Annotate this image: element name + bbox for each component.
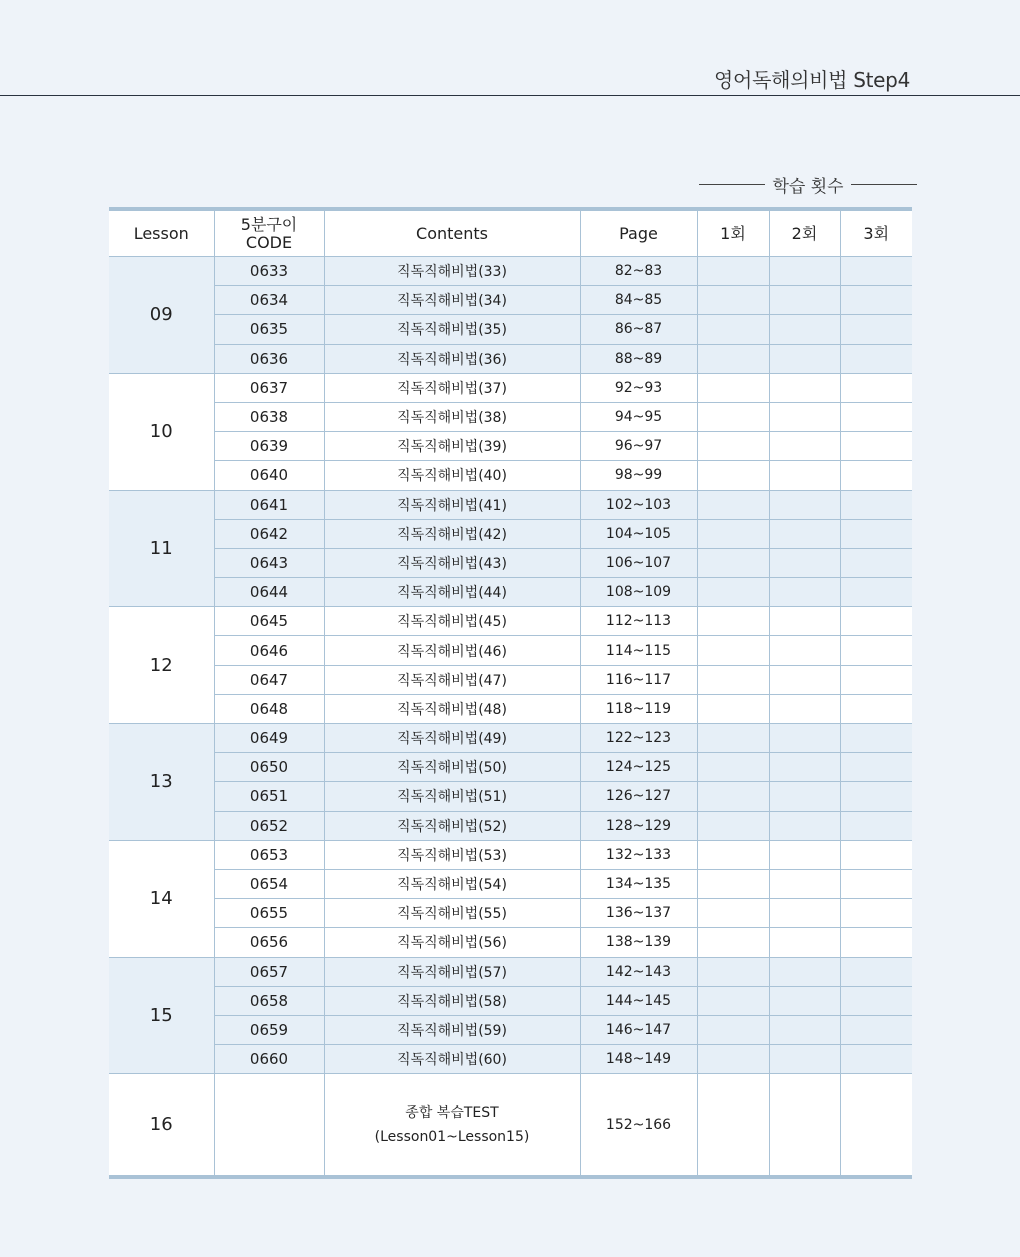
study-check-round-3[interactable] [840, 753, 912, 782]
lesson-contents: 직독직해비법(33) [324, 257, 580, 286]
study-check-round-3[interactable] [840, 1045, 912, 1074]
study-check-round-2[interactable] [769, 782, 840, 811]
lesson-page-range: 116~117 [580, 665, 697, 694]
study-check-round-1[interactable] [697, 724, 769, 753]
table-row [109, 782, 912, 811]
study-check-round-2[interactable] [769, 432, 840, 461]
lesson-page-range: 138~139 [580, 928, 697, 957]
lesson-page-range: 96~97 [580, 432, 697, 461]
lesson-page-range: 152~166 [580, 1074, 697, 1178]
lesson-contents: 직독직해비법(41) [324, 490, 580, 519]
study-check-round-2[interactable] [769, 665, 840, 694]
lesson-page-range: 146~147 [580, 1015, 697, 1044]
lesson-page-range: 126~127 [580, 782, 697, 811]
table-body [109, 257, 912, 1178]
lesson-page-range: 88~89 [580, 344, 697, 373]
study-check-round-1[interactable] [697, 519, 769, 548]
lesson-code: 0656 [214, 928, 324, 957]
lesson-number: 10 [109, 373, 214, 490]
lesson-contents: 직독직해비법(40) [324, 461, 580, 490]
study-check-round-2[interactable] [769, 753, 840, 782]
lesson-contents: 직독직해비법(53) [324, 840, 580, 869]
study-check-round-1[interactable] [697, 840, 769, 869]
lesson-page-range: 118~119 [580, 694, 697, 723]
table-row [109, 928, 912, 957]
study-check-round-1[interactable] [697, 636, 769, 665]
study-count-label-group [699, 172, 917, 196]
lesson-code: 0633 [214, 257, 324, 286]
table-row [109, 461, 912, 490]
study-check-round-3[interactable] [840, 519, 912, 548]
lesson-page-range: 104~105 [580, 519, 697, 548]
lesson-code: 0639 [214, 432, 324, 461]
study-check-round-2[interactable] [769, 373, 840, 402]
lesson-page-range: 142~143 [580, 957, 697, 986]
study-check-round-1[interactable] [697, 869, 769, 898]
table-header-row [109, 209, 912, 257]
lesson-contents: 종합 복습TEST (Lesson01~Lesson15) [324, 1074, 580, 1178]
table-row [109, 753, 912, 782]
study-check-round-2[interactable] [769, 986, 840, 1015]
column-header-round-2: 2회 [769, 209, 840, 257]
study-check-round-2[interactable] [769, 578, 840, 607]
column-header-round-1: 1회 [697, 209, 769, 257]
lesson-table [109, 207, 912, 1179]
study-check-round-3[interactable] [840, 607, 912, 636]
lesson-code: 0654 [214, 869, 324, 898]
lesson-code [214, 1074, 324, 1178]
table-row [109, 694, 912, 723]
study-check-round-1[interactable] [697, 986, 769, 1015]
lesson-contents: 직독직해비법(37) [324, 373, 580, 402]
study-check-round-2[interactable] [769, 286, 840, 315]
table-row [109, 1015, 912, 1044]
lesson-page-range: 132~133 [580, 840, 697, 869]
lesson-code: 0657 [214, 957, 324, 986]
study-check-round-2[interactable] [769, 1015, 840, 1044]
lesson-contents: 직독직해비법(55) [324, 899, 580, 928]
study-check-round-3[interactable] [840, 986, 912, 1015]
table-row [109, 636, 912, 665]
column-header-round-3: 3회 [840, 209, 912, 257]
study-check-round-3[interactable] [840, 461, 912, 490]
lesson-contents: 직독직해비법(38) [324, 402, 580, 431]
lesson-page-range: 136~137 [580, 899, 697, 928]
study-check-round-1[interactable] [697, 373, 769, 402]
study-check-round-3[interactable] [840, 1074, 912, 1178]
lesson-page-range: 122~123 [580, 724, 697, 753]
study-check-round-2[interactable] [769, 694, 840, 723]
table-row [109, 957, 912, 986]
lesson-code: 0652 [214, 811, 324, 840]
lesson-contents: 직독직해비법(48) [324, 694, 580, 723]
lesson-number: 14 [109, 840, 214, 957]
study-check-round-3[interactable] [840, 490, 912, 519]
lesson-page-range: 134~135 [580, 869, 697, 898]
book-title: 영어독해의비법 Step4 [714, 68, 910, 92]
study-check-round-2[interactable] [769, 315, 840, 344]
table-row [109, 257, 912, 286]
study-check-round-2[interactable] [769, 724, 840, 753]
column-header-code: 5분구이 CODE [214, 209, 324, 257]
lesson-contents: 직독직해비법(43) [324, 548, 580, 577]
study-check-round-2[interactable] [769, 607, 840, 636]
lesson-page-range: 112~113 [580, 607, 697, 636]
lesson-contents: 직독직해비법(44) [324, 578, 580, 607]
lesson-number: 13 [109, 724, 214, 841]
lesson-contents: 직독직해비법(46) [324, 636, 580, 665]
table-row [109, 811, 912, 840]
table-row [109, 286, 912, 315]
header-divider [0, 95, 1020, 96]
lesson-page-range: 124~125 [580, 753, 697, 782]
lesson-code: 0655 [214, 899, 324, 928]
study-check-round-3[interactable] [840, 578, 912, 607]
lesson-page-range: 86~87 [580, 315, 697, 344]
study-count-left-rule [699, 184, 765, 185]
table-row [109, 490, 912, 519]
lesson-page-range: 114~115 [580, 636, 697, 665]
lesson-page-range: 94~95 [580, 402, 697, 431]
study-check-round-1[interactable] [697, 490, 769, 519]
lesson-code: 0659 [214, 1015, 324, 1044]
lesson-code: 0635 [214, 315, 324, 344]
lesson-code: 0650 [214, 753, 324, 782]
study-check-round-2[interactable] [769, 461, 840, 490]
lesson-code: 0645 [214, 607, 324, 636]
study-check-round-3[interactable] [840, 373, 912, 402]
lesson-contents: 직독직해비법(56) [324, 928, 580, 957]
study-check-round-1[interactable] [697, 957, 769, 986]
lesson-code: 0643 [214, 548, 324, 577]
lesson-page-range: 108~109 [580, 578, 697, 607]
lesson-code: 0644 [214, 578, 324, 607]
table-row [109, 986, 912, 1015]
lesson-contents: 직독직해비법(54) [324, 869, 580, 898]
lesson-page-range: 98~99 [580, 461, 697, 490]
study-check-round-3[interactable] [840, 840, 912, 869]
study-check-round-1[interactable] [697, 607, 769, 636]
study-check-round-3[interactable] [840, 782, 912, 811]
study-check-round-2[interactable] [769, 1045, 840, 1074]
study-check-round-1[interactable] [697, 782, 769, 811]
lesson-page-range: 106~107 [580, 548, 697, 577]
study-check-round-2[interactable] [769, 869, 840, 898]
lesson-code: 0640 [214, 461, 324, 490]
lesson-page-range: 84~85 [580, 286, 697, 315]
lesson-contents: 직독직해비법(34) [324, 286, 580, 315]
study-check-round-1[interactable] [697, 694, 769, 723]
lesson-code: 0647 [214, 665, 324, 694]
lesson-code: 0658 [214, 986, 324, 1015]
study-check-round-3[interactable] [840, 548, 912, 577]
table-row [109, 1045, 912, 1074]
lesson-number: 15 [109, 957, 214, 1074]
study-check-round-2[interactable] [769, 928, 840, 957]
study-count-right-rule [851, 184, 917, 185]
lesson-page-range: 102~103 [580, 490, 697, 519]
study-check-round-3[interactable] [840, 344, 912, 373]
lesson-contents: 직독직해비법(39) [324, 432, 580, 461]
study-check-round-3[interactable] [840, 928, 912, 957]
lesson-code: 0642 [214, 519, 324, 548]
study-check-round-3[interactable] [840, 899, 912, 928]
table-row [109, 432, 912, 461]
table-row [109, 840, 912, 869]
study-check-round-3[interactable] [840, 315, 912, 344]
lesson-contents: 직독직해비법(51) [324, 782, 580, 811]
lesson-code: 0651 [214, 782, 324, 811]
lesson-number: 11 [109, 490, 214, 607]
study-check-round-2[interactable] [769, 957, 840, 986]
lesson-contents: 직독직해비법(49) [324, 724, 580, 753]
lesson-code: 0649 [214, 724, 324, 753]
study-check-round-1[interactable] [697, 811, 769, 840]
study-check-round-1[interactable] [697, 1074, 769, 1178]
lesson-number: 09 [109, 257, 214, 374]
study-check-round-3[interactable] [840, 1015, 912, 1044]
study-check-round-1[interactable] [697, 315, 769, 344]
study-check-round-3[interactable] [840, 432, 912, 461]
study-check-round-3[interactable] [840, 694, 912, 723]
study-check-round-3[interactable] [840, 402, 912, 431]
table-row [109, 665, 912, 694]
study-check-round-3[interactable] [840, 869, 912, 898]
lesson-contents: 직독직해비법(45) [324, 607, 580, 636]
study-check-round-2[interactable] [769, 548, 840, 577]
study-check-round-1[interactable] [697, 286, 769, 315]
column-header-page: Page [580, 209, 697, 257]
lesson-contents: 직독직해비법(35) [324, 315, 580, 344]
study-check-round-2[interactable] [769, 636, 840, 665]
table-row [109, 315, 912, 344]
study-check-round-3[interactable] [840, 957, 912, 986]
lesson-contents: 직독직해비법(47) [324, 665, 580, 694]
study-check-round-2[interactable] [769, 344, 840, 373]
study-check-round-1[interactable] [697, 578, 769, 607]
study-check-round-1[interactable] [697, 548, 769, 577]
column-header-contents: Contents [324, 209, 580, 257]
table-row [109, 899, 912, 928]
study-check-round-3[interactable] [840, 811, 912, 840]
study-check-round-3[interactable] [840, 257, 912, 286]
lesson-code: 0634 [214, 286, 324, 315]
table-row [109, 519, 912, 548]
lesson-contents: 직독직해비법(42) [324, 519, 580, 548]
study-check-round-1[interactable] [697, 432, 769, 461]
study-check-round-1[interactable] [697, 402, 769, 431]
study-check-round-2[interactable] [769, 257, 840, 286]
column-header-lesson: Lesson [109, 209, 214, 257]
study-check-round-1[interactable] [697, 899, 769, 928]
table-row [109, 607, 912, 636]
lesson-number: 12 [109, 607, 214, 724]
lesson-page-range: 92~93 [580, 373, 697, 402]
study-check-round-2[interactable] [769, 840, 840, 869]
lesson-code: 0653 [214, 840, 324, 869]
table-row [109, 373, 912, 402]
lesson-page-range: 128~129 [580, 811, 697, 840]
table-row [109, 344, 912, 373]
lesson-code: 0660 [214, 1045, 324, 1074]
study-check-round-1[interactable] [697, 665, 769, 694]
study-check-round-1[interactable] [697, 753, 769, 782]
table-row [109, 869, 912, 898]
study-check-round-3[interactable] [840, 665, 912, 694]
table-row [109, 578, 912, 607]
study-check-round-2[interactable] [769, 490, 840, 519]
lesson-contents: 직독직해비법(36) [324, 344, 580, 373]
lesson-page-range: 148~149 [580, 1045, 697, 1074]
study-check-round-1[interactable] [697, 928, 769, 957]
lesson-code: 0641 [214, 490, 324, 519]
study-check-round-2[interactable] [769, 1074, 840, 1178]
table-row [109, 1074, 912, 1178]
table-row [109, 402, 912, 431]
table-row [109, 724, 912, 753]
lesson-contents: 직독직해비법(59) [324, 1015, 580, 1044]
study-check-round-3[interactable] [840, 724, 912, 753]
study-check-round-3[interactable] [840, 636, 912, 665]
lesson-number: 16 [109, 1074, 214, 1178]
study-check-round-1[interactable] [697, 1015, 769, 1044]
study-check-round-1[interactable] [697, 1045, 769, 1074]
study-check-round-3[interactable] [840, 286, 912, 315]
lesson-code: 0648 [214, 694, 324, 723]
lesson-code: 0638 [214, 402, 324, 431]
lesson-code: 0636 [214, 344, 324, 373]
lesson-code: 0637 [214, 373, 324, 402]
study-check-round-1[interactable] [697, 257, 769, 286]
lesson-contents: 직독직해비법(58) [324, 986, 580, 1015]
study-count-label: 학습 횟수 [772, 176, 844, 197]
lesson-contents: 직독직해비법(60) [324, 1045, 580, 1074]
lesson-contents: 직독직해비법(57) [324, 957, 580, 986]
study-check-round-2[interactable] [769, 899, 840, 928]
study-check-round-1[interactable] [697, 344, 769, 373]
lesson-page-range: 82~83 [580, 257, 697, 286]
study-check-round-1[interactable] [697, 461, 769, 490]
study-check-round-2[interactable] [769, 519, 840, 548]
study-check-round-2[interactable] [769, 402, 840, 431]
lesson-contents: 직독직해비법(50) [324, 753, 580, 782]
table-row [109, 548, 912, 577]
lesson-contents: 직독직해비법(52) [324, 811, 580, 840]
lesson-page-range: 144~145 [580, 986, 697, 1015]
lesson-code: 0646 [214, 636, 324, 665]
study-check-round-2[interactable] [769, 811, 840, 840]
